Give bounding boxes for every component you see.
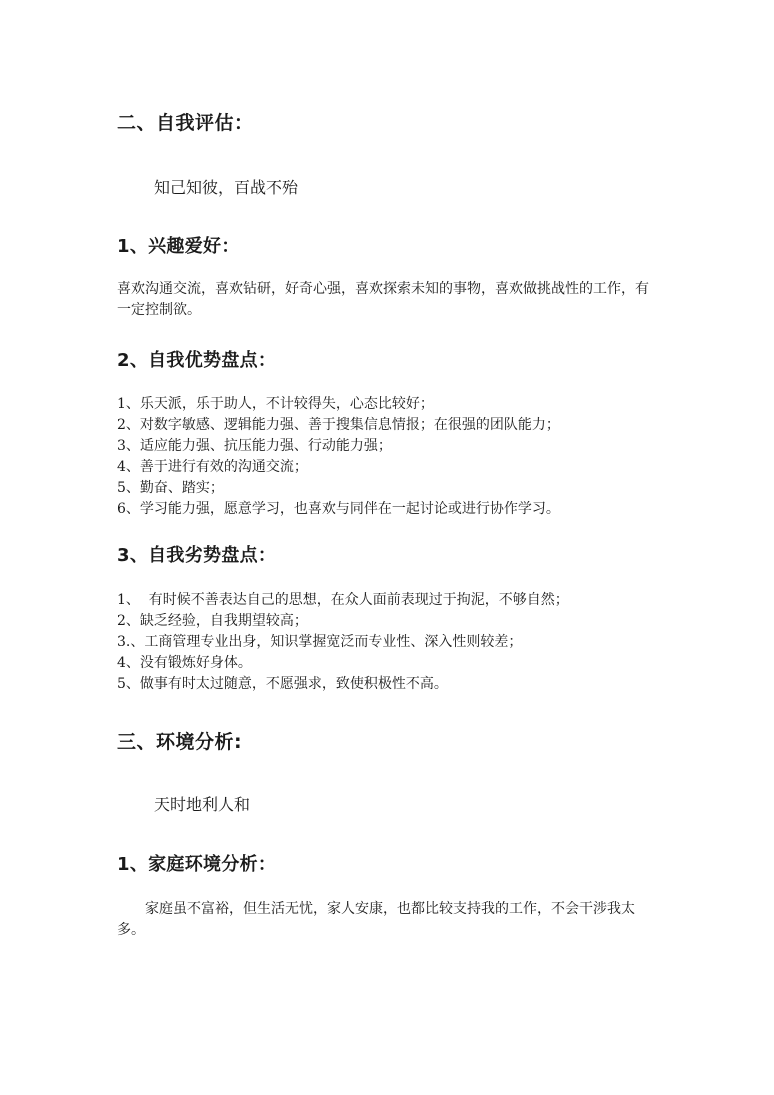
list-item: 4、善于进行有效的沟通交流；: [117, 459, 308, 475]
strengths-list: [117, 394, 677, 520]
list-item: 4、没有锻炼好身体。: [117, 655, 252, 671]
list-item: 1、 有时候不善表达自己的思想，在众人面前表现过于拘泥，不够自然；: [117, 592, 569, 608]
subheading-family: 1、家庭环境分析：: [117, 854, 277, 875]
list-item: 5、勤奋、踏实；: [117, 480, 224, 496]
subheading-interests: 1、兴趣爱好：: [117, 236, 240, 257]
environment-motto: 天时地利人和: [154, 795, 251, 814]
subheading-weaknesses: 3、自我劣势盘点：: [117, 545, 277, 566]
weaknesses-list: [117, 590, 677, 695]
subheading-strengths: 2、自我优势盘点：: [117, 350, 277, 371]
section-heading-environment: 三、环境分析:: [117, 731, 243, 753]
list-item: 3.、工商管理专业出身，知识掌握宽泛而专业性、深入性则较差；: [117, 634, 523, 650]
list-item: 5、做事有时太过随意，不愿强求，致使积极性不高。: [117, 676, 448, 692]
interests-paragraph: 喜欢沟通交流，喜欢钻研，好奇心强，喜欢探索未知的事物，喜欢做挑战性的工作，有一定控制欲。: [117, 281, 649, 318]
section-heading-self-assessment: 二、自我评估：: [117, 112, 254, 134]
list-item: 1、乐天派，乐于助人，不计较得失，心态比较好；: [117, 396, 434, 412]
self-assessment-motto: 知己知彼，百战不殆: [154, 178, 299, 197]
list-item: 3、适应能力强、抗压能力强、行动能力强；: [117, 438, 392, 454]
list-item: 6、学习能力强，愿意学习，也喜欢与同伴在一起讨论或进行协作学习。: [117, 501, 560, 517]
family-paragraph: 家庭虽不富裕，但生活无忧，家人安康，也都比较支持我的工作，不会干涉我太多。: [117, 901, 635, 938]
list-item: 2、对数字敏感、逻辑能力强、善于搜集信息情报；在很强的团队能力；: [117, 417, 560, 433]
list-item: 2、缺乏经验，自我期望较高；: [117, 613, 308, 629]
